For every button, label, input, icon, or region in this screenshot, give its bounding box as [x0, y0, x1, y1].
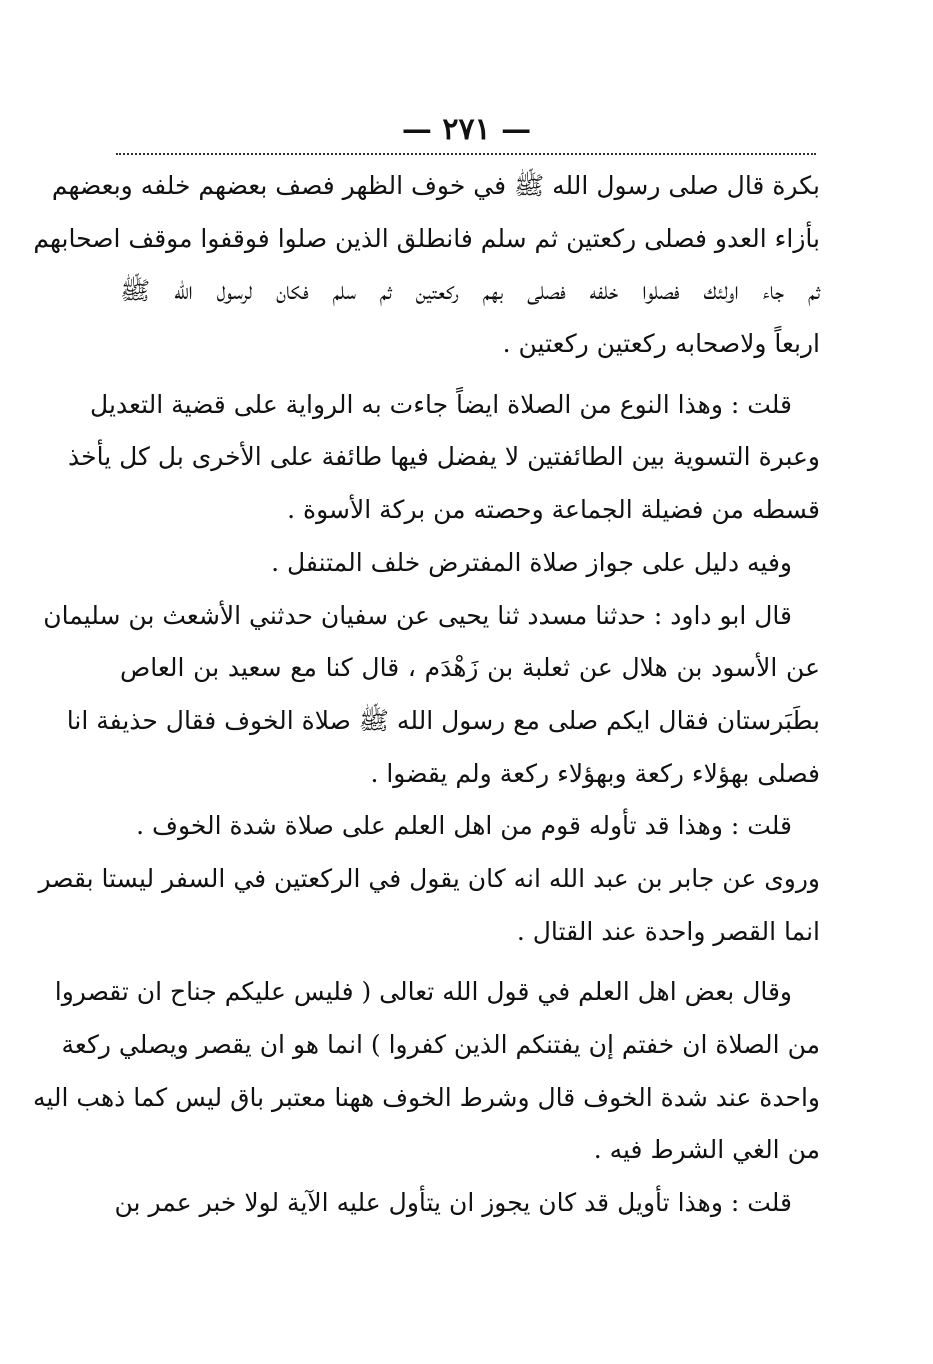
text-line: وقال بعض اهل العلم في قول الله تعالى ( فليس عليكم جناح ان تقصروا — [54, 977, 792, 1007]
text-line: قلت : وهذا تأويل قد كان يجوز ان يتأول عليه الآية لولا خبر عمر بن — [114, 1188, 792, 1218]
text-line: بأزاء العدو فصلى ركعتين ثم سلم فانطلق الذين صلوا فوقفوا موقف اصحابهم — [33, 223, 820, 253]
text-line: قلت : وهذا النوع من الصلاة ايضاً جاءت به الرواية على قضية التعديل — [90, 389, 792, 419]
text-line: قسطه من فضيلة الجماعة وحصته من بركة الأسوة . — [287, 495, 820, 525]
text-line: من الصلاة ان خفتم إن يفتنكم الذين كفروا ) انما هو ان يقصر ويصلي ركعة — [61, 1030, 820, 1059]
text-line: عن الأسود بن هلال عن ثعلبة بن زَهْدَم ، قال كنا مع سعيد بن العاص — [120, 653, 820, 683]
text-line: قلت : وهذا قد تأوله قوم من اهل العلم على صلاة شدة الخوف . — [136, 811, 792, 841]
header-rule — [116, 153, 816, 155]
text-line: من الغي الشرط فيه . — [593, 1135, 820, 1165]
text-line: وفيه دليل على جواز صلاة المفترض خلف المتنفل . — [271, 547, 792, 577]
text-line: اربعاً ولاصحابه ركعتين ركعتين . — [502, 329, 820, 359]
text-line: وروى عن جابر بن عبد الله انه كان يقول في الركعتين في السفر ليستا بقصر — [38, 863, 820, 893]
text-line: ثم جاء اولئك فصلوا خلفه فصلى بهم ركعتين ثم سلم فكان لرسول الله ﷺ — [120, 276, 820, 306]
text-line: انما القصر واحدة عند القتال . — [516, 916, 820, 946]
text-line: قال ابو داود : حدثنا مسدد ثنا يحيى عن سفيان حدثني الأشعث بن سليمان — [43, 600, 792, 630]
text-line: وعبرة التسوية بين الطائفتين لا يفضل فيها طائفة على الأخرى بل كل يأخذ — [68, 442, 820, 472]
body-text — [32, 160, 820, 1230]
text-line: بطَبَرستان فقال ايكم صلى مع رسول الله ﷺ صلاة الخوف فقال حذيفة انا — [66, 705, 820, 735]
page-number: — ٢٧١ — — [401, 112, 532, 147]
text-line: بكرة قال صلى رسول الله ﷺ في خوف الظهر فصف بعضهم خلفه وبعضهم — [51, 171, 820, 200]
text-line: واحدة عند شدة الخوف قال وشرط الخوف ههنا معتبر باق ليس كما ذهب اليه — [32, 1082, 820, 1112]
text-line: فصلى بهؤلاء ركعة وبهؤلاء ركعة ولم يقضوا . — [370, 758, 820, 788]
